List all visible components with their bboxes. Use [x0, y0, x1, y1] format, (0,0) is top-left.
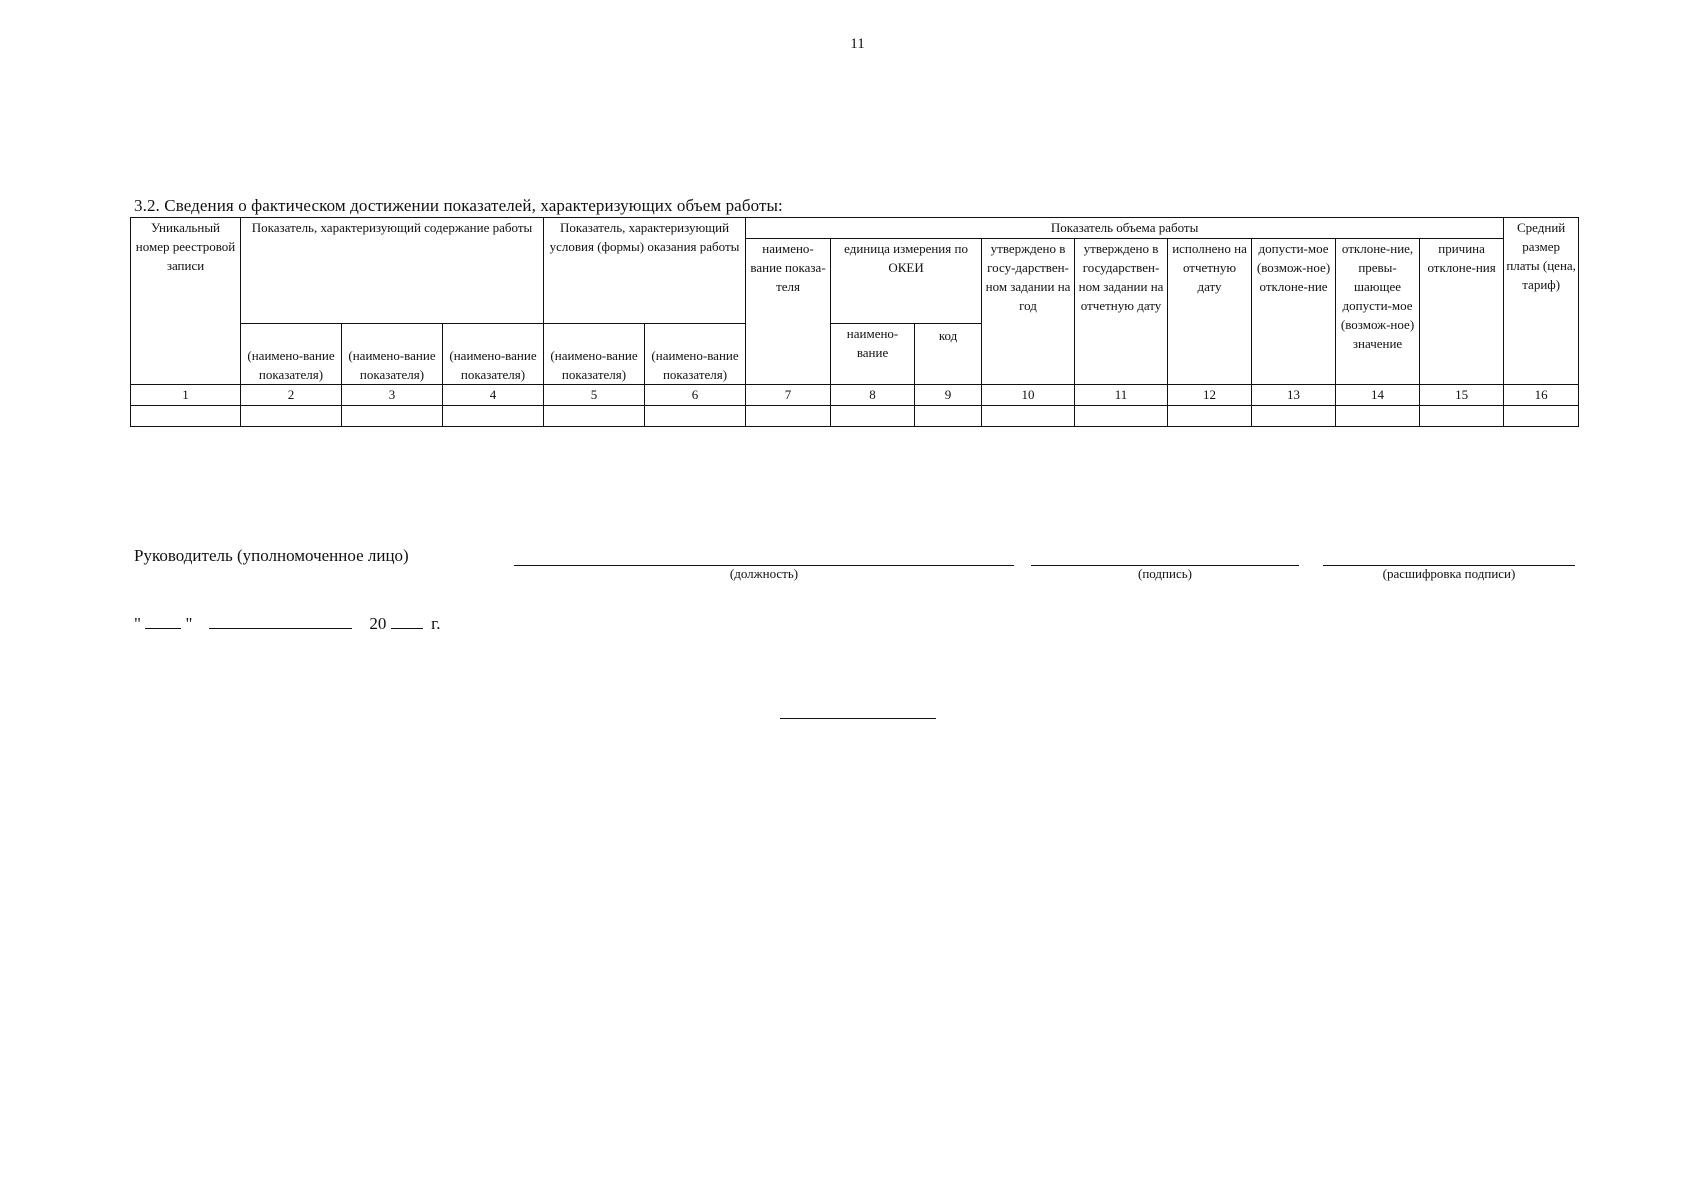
header-unit-code: код	[915, 324, 982, 385]
work-volume-table	[130, 217, 1579, 427]
table-cell[interactable]	[1168, 406, 1252, 427]
table-cell[interactable]	[645, 406, 746, 427]
column-number: 1	[131, 385, 241, 406]
header-executed: исполнено на отчетную дату	[1168, 239, 1252, 385]
column-number: 9	[915, 385, 982, 406]
table-cell[interactable]	[1075, 406, 1168, 427]
header-unit: единица измерения по ОКЕИ	[831, 239, 982, 324]
column-number: 4	[443, 385, 544, 406]
header-average-fee: Средний размер платы (цена, тариф)	[1504, 218, 1579, 385]
year-suffix: г.	[431, 614, 441, 633]
footer-rule	[780, 718, 936, 719]
subheader-content-1: (наимено-вание показателя)	[241, 324, 342, 385]
month-blank[interactable]	[209, 612, 352, 629]
subheader-content-2: (наимено-вание показателя)	[342, 324, 443, 385]
subheader-conditions-2: (наимено-вание показателя)	[645, 324, 746, 385]
header-unit-name: наимено-вание	[831, 324, 915, 385]
subheader-content-3: (наимено-вание показателя)	[443, 324, 544, 385]
table-cell[interactable]	[915, 406, 982, 427]
section-title: 3.2. Сведения о фактическом достижении показателей, характеризующих объем работы:	[134, 196, 783, 215]
table-cell[interactable]	[982, 406, 1075, 427]
header-deviation-exceeding: отклоне-ние, превы-шающее допусти-мое (возмож-ное) значение	[1336, 239, 1420, 385]
column-number: 14	[1336, 385, 1420, 406]
table-cell[interactable]	[1336, 406, 1420, 427]
table-cell[interactable]	[241, 406, 342, 427]
table-cell[interactable]	[1504, 406, 1579, 427]
year-prefix: 20	[369, 614, 387, 633]
header-indicator-name: наимено-вание показа-теля	[746, 239, 831, 385]
column-number: 8	[831, 385, 915, 406]
column-number: 5	[544, 385, 645, 406]
table-row	[131, 406, 1579, 427]
subheader-conditions-1: (наимено-вание показателя)	[544, 324, 645, 385]
date-close-quote: "	[185, 614, 193, 633]
table-cell[interactable]	[831, 406, 915, 427]
manager-label: Руководитель (уполномоченное лицо)	[134, 546, 409, 565]
header-conditions-group: Показатель, характеризующий условия (формы) оказания работы	[544, 218, 746, 324]
column-number: 7	[746, 385, 831, 406]
header-volume-group: Показатель объема работы	[746, 218, 1504, 239]
table-cell[interactable]	[443, 406, 544, 427]
table-cell[interactable]	[746, 406, 831, 427]
date-open-quote: "	[134, 614, 141, 633]
header-allowed-deviation: допусти-мое (возмож-ное) отклоне-ние	[1252, 239, 1336, 385]
column-number: 3	[342, 385, 443, 406]
table-cell[interactable]	[544, 406, 645, 427]
header-approved-year: утверждено в госу-дарствен-ном задании на год	[982, 239, 1075, 385]
signature-caption: (подпись)	[1138, 566, 1192, 581]
column-number: 16	[1504, 385, 1579, 406]
column-number: 2	[241, 385, 342, 406]
table-cell[interactable]	[1252, 406, 1336, 427]
table-cell[interactable]	[1420, 406, 1504, 427]
year-blank[interactable]	[391, 612, 423, 629]
table-cell[interactable]	[342, 406, 443, 427]
column-number: 15	[1420, 385, 1504, 406]
column-number: 10	[982, 385, 1075, 406]
day-blank[interactable]	[145, 612, 181, 629]
decode-caption: (расшифровка подписи)	[1382, 566, 1516, 581]
column-number: 12	[1168, 385, 1252, 406]
position-caption: (должность)	[729, 566, 799, 581]
header-content-group: Показатель, характеризующий содержание работы	[241, 218, 544, 324]
column-number-row	[131, 385, 1579, 406]
header-deviation-reason: причина отклоне-ния	[1420, 239, 1504, 385]
table-cell[interactable]	[131, 406, 241, 427]
column-number: 11	[1075, 385, 1168, 406]
date-line	[134, 612, 440, 634]
column-number: 6	[645, 385, 746, 406]
header-unique-number: Уникальный номер реестровой записи	[131, 218, 241, 385]
column-number: 13	[1252, 385, 1336, 406]
page-number: 11	[850, 36, 865, 52]
header-approved-date: утверждено в государствен-ном задании на отчетную дату	[1075, 239, 1168, 385]
